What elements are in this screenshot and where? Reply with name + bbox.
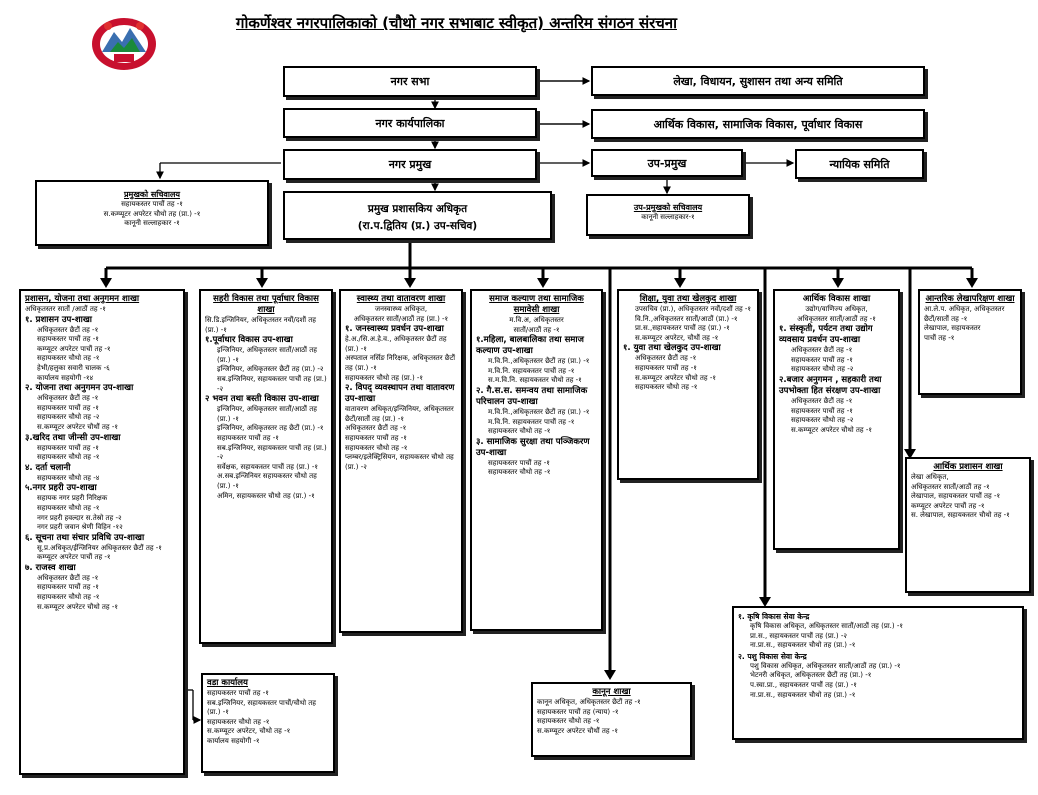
- subsection-title: ५.नगर प्रहरी उप-शाखा: [25, 483, 97, 494]
- box-line: स.म.वि.नि. सहायकस्तर चौथो तह -१: [488, 376, 582, 385]
- subsection-title: २.बजार अनुगमन , सहकारी तथा उपभोक्ता हित संरक्षण उप-शाखा: [779, 374, 882, 396]
- box-line: हे.अ./सि.अ.हे.व., अधिकृतस्तर छैटौं तह (प्रा.) -१: [345, 335, 447, 353]
- upa-pramukh-sachivalaya-box: [586, 194, 750, 236]
- box-line: इन्जिनियर, अधिकृतस्तर सातौं/आठौं तह (प्रा.) -१: [217, 346, 317, 364]
- box-line: सहायकस्तर पाचौं तह -१: [791, 355, 853, 364]
- box-line: सहायकस्तर चौथो तह -१: [635, 383, 698, 392]
- box-line: सहायकस्तर चौथो तह -१: [37, 453, 100, 462]
- box-line: म.वि.नि. सहायकस्तर पाचौं तह -१: [488, 366, 575, 375]
- box-line: कम्प्यूटर अपरेटर पाचौं तह -१: [911, 501, 985, 510]
- shahari-vikas-shakha-box: [199, 289, 333, 644]
- box-line: अस्पताल नर्सिङ निरिक्षक, अधिकृतस्तर छैटौं तह (प्रा.) -१: [345, 354, 456, 372]
- chart-title: गोकर्णेश्वर नगरपालिकाको (चौथो नगर सभाबाट स्वीकृत) अन्तरिम संगठन संरचना: [236, 14, 677, 32]
- box-line: स.कम्प्यूटर अपरेटर चौथो तह -१: [791, 425, 873, 434]
- box-title: समाज कल्याण तथा सामाजिक समावेसी शाखा: [489, 294, 584, 315]
- box-line: सहायकस्तर चौथो तह -१: [37, 503, 100, 512]
- box-head: वि.नि.,अधिकृतस्तर सातौं/आठौं (प्रा.) -१: [635, 314, 738, 323]
- box-head: प्रा.स.,सहायकस्तर पाचौं तह (प्रा.) -१: [635, 324, 730, 333]
- box-line: अधिकृतस्तर छैटौं तह -१: [635, 354, 697, 363]
- antarik-lekhapariksan-shakha-box: [918, 289, 1022, 395]
- nagar-sabha-box: नगर सभा: [283, 66, 537, 97]
- box-line: सहायकस्तर चौथो तह -१: [488, 468, 551, 477]
- box-head: सातौं/आठौं तह -१: [513, 325, 560, 334]
- nagar-pramukh-box: नगर प्रमुख: [283, 149, 537, 180]
- box-line: सहायकस्तर पाचौं तह -१: [217, 433, 279, 442]
- box-line: सहायकस्तर चौथो तह -१: [207, 717, 270, 726]
- box-title: उप-प्रमुखको सचिवालय: [633, 203, 703, 212]
- subsection-title: ६. सूचना तथा संचार प्रविधि उप-शाखा: [25, 532, 145, 543]
- box-line: अधिकृतस्तर छैटौं तह -१: [791, 346, 853, 355]
- box-line: सहायकस्तर चौथो तह -१: [37, 354, 100, 363]
- box-line: सहायकस्तर चौथो तह -२: [791, 416, 854, 425]
- box-line: इन्जिनियर, अधिकृतस्तर छैटौं तह (प्रा.) -२: [217, 365, 324, 374]
- box-line: स.कम्प्यूटर अपरेटर चौथो तह -१: [635, 373, 717, 382]
- subsection-title: २. विपद् व्यवस्थापन तथा वातावरण उप-शाखा: [345, 383, 455, 405]
- subsection-title: ३. सामाजिक सुरक्षा तथा पञ्जिकरण उप-शाखा: [476, 436, 590, 458]
- cao-line1: प्रमुख प्रशासकिय अधिकृत: [367, 203, 468, 215]
- box-head: अधिकृतस्तर सातौं /आठौं तह -१: [25, 305, 106, 313]
- subsection-title: ७. राजस्व शाखा: [25, 562, 76, 573]
- box-line: सर्वेक्षक, सहायकस्तर पाचौं तह (प्रा.) -१: [217, 462, 319, 471]
- krishi-pashu-sewa-kendra-box: [732, 606, 1024, 740]
- box-line: सहायकस्तर पाचौं तह -१: [488, 458, 550, 467]
- box-line: सहायकस्तर चौथो तह -४: [37, 473, 100, 482]
- box-line: सहायकस्तर चौथो तह (प्रा.) -१: [345, 373, 424, 382]
- box-head: जनस्वास्थ्य अधिकृत,: [374, 305, 428, 313]
- box-line: कम्प्यूटर अपरेटर पाचौं तह -१: [37, 344, 111, 353]
- box-line: स. लेखापाल, सहायकस्तर चौथो तह -१: [911, 511, 1010, 520]
- box-head: उपसचिव (प्रा.), अधिकृतस्तर नवौं/दशौं तह -१: [635, 305, 752, 313]
- box-line: छैटौं/सातौं तह -१: [924, 314, 968, 323]
- subsection-title: ३.खरिद तथा जीन्सी उप-शाखा: [25, 432, 121, 443]
- box-line: सब.इन्जिनियर, सहायकस्तर पाचौं तह (प्रा.) -२: [217, 443, 327, 462]
- subsection-title: १.पूर्वाधार विकास उप-शाखा: [205, 335, 293, 346]
- box-line: नगर प्रहरी जवान श्रेणी विहिन -१२: [37, 523, 123, 532]
- box-line: अधिकृतस्तर सातौं/आठौं तह -१: [911, 482, 990, 491]
- arthik-vikas-samiti-box: आर्थिक विकास, सामाजिक विकास, पूर्वाधार विकास: [591, 109, 925, 139]
- box-line: सहायकस्तर चौथो तह -१: [537, 717, 600, 726]
- box-line: सहायकस्तर पाचौं तह -१: [37, 403, 99, 412]
- cao-line2: (रा.प.द्वितिय (प्र.) उप-सचिव): [357, 220, 478, 232]
- subsection-title: १. कृषि विकास सेवा केन्द्र: [738, 612, 810, 621]
- subsection-title: २. गै.स.स. समन्वय तथा सामाजिक परिचालन उप-शाखा: [476, 385, 588, 407]
- box-line: कानूनी सल्लाहकार-१: [641, 213, 695, 221]
- box-line: स.कम्प्यूटर अपरेटर चौथौं तह -१: [37, 422, 119, 431]
- box-line: कृषि विकास अधिकृत, अधिकृतस्तर सातौं/आठौं तह (प्रा.) -१: [750, 622, 903, 630]
- box-line: सहायकस्तर चौथो तह -२: [37, 413, 100, 422]
- box-line: प्रा.स., सहायकस्तर पाचौं तह (प्रा.) -२: [750, 631, 848, 640]
- box-head: अधिकृतस्तर सातौं/आठौं तह (प्रा.) -१: [353, 314, 449, 323]
- box-line: स.कम्प्यूटर अपरेटर चौथो तह (प्रा.) -१: [103, 209, 201, 218]
- box-line: सहायकस्तर पाचौं तह -१: [37, 443, 99, 452]
- box-line: म.वि.नि.,अधिकृतस्तर छैटौं तह (प्रा.) -१: [488, 407, 590, 416]
- box-line: सहायकस्तर पाचौं तह -१: [635, 363, 697, 372]
- box-line: इन्जिनियर, अधिकृतस्तर सातौं/आठौं तह (प्रा.) -१: [217, 405, 317, 423]
- box-line: लेखापाल, सहायकस्तर: [924, 324, 981, 333]
- box-line: प्लम्बर/इलेक्ट्रिसियन, सहायकस्तर चौथो तह (प्रा.) -२: [345, 453, 454, 471]
- shiksha-yuva-shakha-box: [617, 289, 759, 480]
- nagar-karyapalika-box: नगर कार्यपालिका: [283, 108, 537, 138]
- box-line: सहायकस्तर पाचौं तह -१: [37, 583, 99, 592]
- box-line: पशु विकास अधिकृत, अधिकृतस्तर सातौं/आठौं तह (प्रा.) -१: [750, 661, 901, 670]
- box-line: सहायकस्तर पाचौं तह (न्याय) -१: [537, 707, 619, 716]
- box-line: वातावरण अधिकृत/इन्जिनियर, अधिकृतस्तर छैटौं/सातौं तह (प्रा.) -१: [345, 405, 454, 423]
- box-line: सहायकस्तर चौथो तह -१: [488, 427, 551, 436]
- box-line: सहायकस्तर पाचौं तह -१: [37, 335, 99, 344]
- box-line: भेटनरी अधिकृत, अधिकृतस्तर छैटौं तह (प्रा.) -१: [750, 671, 872, 680]
- box-line: सब.इन्जिनियर, सहायकस्तर पाचौं/चौथो तह (प्रा.) -१: [207, 698, 316, 717]
- box-title: शिक्षा, युवा तथा खेलकुद शाखा: [639, 294, 737, 304]
- box-line: सू.प्र.अधिकृत/ईन्जिनियर अधिकृतस्तर छैटौं तह -१: [37, 543, 162, 552]
- subsection-title: १.महिला, बालबालिका तथा समाज कल्याण उप-शाखा: [476, 335, 584, 357]
- box-line: अ.सब.इन्जिनियर सहायकस्तर चौथो तह (प्रा.) -१: [217, 472, 317, 490]
- box-line: स.कम्प्यूटर अपरेटर चौथो तह -१: [37, 602, 119, 611]
- box-line: लेखापाल, सहायकस्तर पाचौं तह -१: [911, 492, 1001, 501]
- box-line: ना.प्रा.स., सहायकस्तर चौथो तह (प्रा.) -१: [750, 641, 856, 650]
- box-line: कानूनी सल्लाहकार -१: [124, 219, 180, 228]
- box-title: आर्थिक प्रशासन शाखा: [933, 462, 1003, 472]
- box-line: अधिकृतस्तर छैटौं तह -१: [791, 396, 853, 405]
- box-line: स.कम्प्यूटर अपरेटर, चौथो तह -१: [207, 727, 291, 736]
- samaj-kalyan-shakha-box: [470, 289, 603, 631]
- box-line: सहायकस्तर पाचौं तह -१: [121, 200, 183, 208]
- box-line: सहायकस्तर चौथो तह -१: [37, 593, 100, 602]
- box-line: कार्यालय सहयोगी -१४: [37, 373, 94, 382]
- box-line: कानून अधिकृत, अधिकृतस्तर छैटौं तह -१: [537, 698, 641, 706]
- subsection-title: १. संस्कृती, पर्यटन तथा उद्योग व्यवसाय प्रवर्धन उप-शाखा: [779, 324, 873, 346]
- box-title: प्रशासन, योजना तथा अनुगमन शाखा: [25, 294, 140, 304]
- arthik-vikas-shakha-box: [773, 289, 900, 550]
- box-line: सब.इन्जिनियर, सहायकस्तर पाचौं तह (प्रा.) -२: [217, 374, 327, 393]
- box-line: सहायकस्तर चौथो तह -१: [345, 443, 408, 452]
- box-title: आन्तरिक लेखापरिक्षण शाखा: [925, 294, 1015, 304]
- box-line: म.वि.नि. सहायकस्तर पाचौं तह -१: [488, 417, 575, 426]
- box-line: नगर प्रहरी हवल्दार स.तेस्रो तह -२: [37, 513, 122, 522]
- box-line: स.कम्प्यूटर अपरेटर चौथौं तह -१: [537, 726, 619, 735]
- box-title: आर्थिक विकास शाखा: [802, 294, 871, 304]
- subsection-title: १. युवा तथा खेलकुद उप-शाखा: [623, 343, 721, 354]
- box-line: ना.प्रा.स., सहायकस्तर चौथो तह (प्रा.) -१: [750, 690, 856, 699]
- box-line: अधिकृतस्तर छैटौं तह -१: [37, 573, 99, 582]
- box-line: कार्यालय सहयोगी -१: [207, 736, 260, 745]
- box-line: म.वि.नि.,अधिकृतस्तर छैटौं तह (प्रा.) -१: [488, 357, 590, 366]
- swasthya-vatavaran-shakha-box: [339, 289, 463, 633]
- arthik-prashasan-shakha-box: [905, 457, 1031, 593]
- subsection-title: १. जनस्वास्थ्य प्रवर्धन उप-शाखा: [345, 324, 444, 335]
- box-line: प.स्वा.प्रा., सहायकस्तर पाचौं तह (प्रा.) -१: [750, 680, 857, 689]
- box-line: अधिकृतस्तर छैटौं तह -१: [345, 424, 407, 433]
- box-title: कानून शाखा: [592, 687, 631, 697]
- nepal-emblem-logo: [88, 14, 160, 72]
- box-line: इन्जिनियर, अधिकृतस्तर तह छैटौं (प्रा.) -१: [217, 424, 324, 433]
- box-head: सि.डि.इन्जिनियर, अधिकृतस्तर नवौं/दशौं तह (प्रा.) -१: [205, 316, 316, 334]
- subsection-title: ४. दर्ता चलानी: [25, 462, 71, 473]
- box-line: सहायकस्तर पाचौं तह -१: [791, 406, 853, 415]
- box-head: उद्योग/वाणिज्य अधिकृत,: [805, 305, 868, 313]
- chief-administrative-officer-box: [283, 191, 552, 240]
- subsection-title: १. प्रशासन उप-शाखा: [25, 314, 92, 325]
- box-line: कम्प्यूटर अपरेटर पाचौं तह -१: [37, 553, 111, 562]
- box-line: पाचौं तह -१: [924, 333, 955, 342]
- pramukh-sachivalaya-box: [35, 180, 269, 246]
- box-line: अधिकृतस्तर छैटौं तह -१: [37, 394, 99, 403]
- box-title: सहरी विकास तथा पूर्वाधार विकास शाखा: [213, 294, 319, 315]
- wada-karyalaya-box: [201, 673, 335, 773]
- box-head: अधिकृतस्तर सातौं/आठौं तह -१: [797, 314, 876, 323]
- box-line: सहायक नगर प्रहरी निरिक्षक: [37, 494, 108, 503]
- subsection-title: २ भवन तथा बस्ती विकास उप-शाखा: [205, 394, 319, 405]
- prashasan-shakha-box: [19, 289, 185, 775]
- box-head: म.वि.अ, अधिकृतस्तर: [509, 316, 564, 324]
- upa-pramukh-box: उप-प्रमुख: [591, 149, 743, 177]
- box-title: स्वास्थ्य तथा वातावरण शाखा: [356, 294, 446, 304]
- box-line: अधिकृतस्तर छैटौं तह -१: [37, 325, 99, 334]
- lekha-vidhayan-samiti-box: लेखा, विधायन, सुशासन तथा अन्य समिति: [591, 66, 925, 96]
- nyayik-samiti-box: न्यायिक समिति: [795, 149, 924, 179]
- kanun-shakha-box: [531, 682, 692, 757]
- box-line: लेखा अधिकृत,: [911, 473, 949, 481]
- box-line: अमिन, सहायकस्तर चौथो तह (प्रा.) -१: [217, 491, 315, 500]
- box-head: स.कम्प्यूटर अपरेटर, चौथौं तह -१: [635, 333, 719, 342]
- box-line: सहायकस्तर चौथो तह -२: [791, 365, 854, 374]
- subsection-title: २. योजना तथा अनुगमन उप-शाखा: [25, 383, 134, 394]
- box-line: आ.ले.प. अधिकृत, अधिकृतस्तर: [924, 305, 1005, 313]
- subsection-title: २. पशु विकास सेवा केन्द्र: [738, 651, 807, 661]
- box-line: हेभी/हलुका सवारी चालक -६: [37, 363, 110, 372]
- box-line: सहायकस्तर पाचौं तह -१: [207, 689, 269, 697]
- box-line: सहायकस्तर पाचौं तह -१: [345, 433, 407, 442]
- box-title: प्रमुखको सचिवालय: [123, 190, 181, 199]
- box-title: वडा कार्यालय: [207, 678, 248, 688]
